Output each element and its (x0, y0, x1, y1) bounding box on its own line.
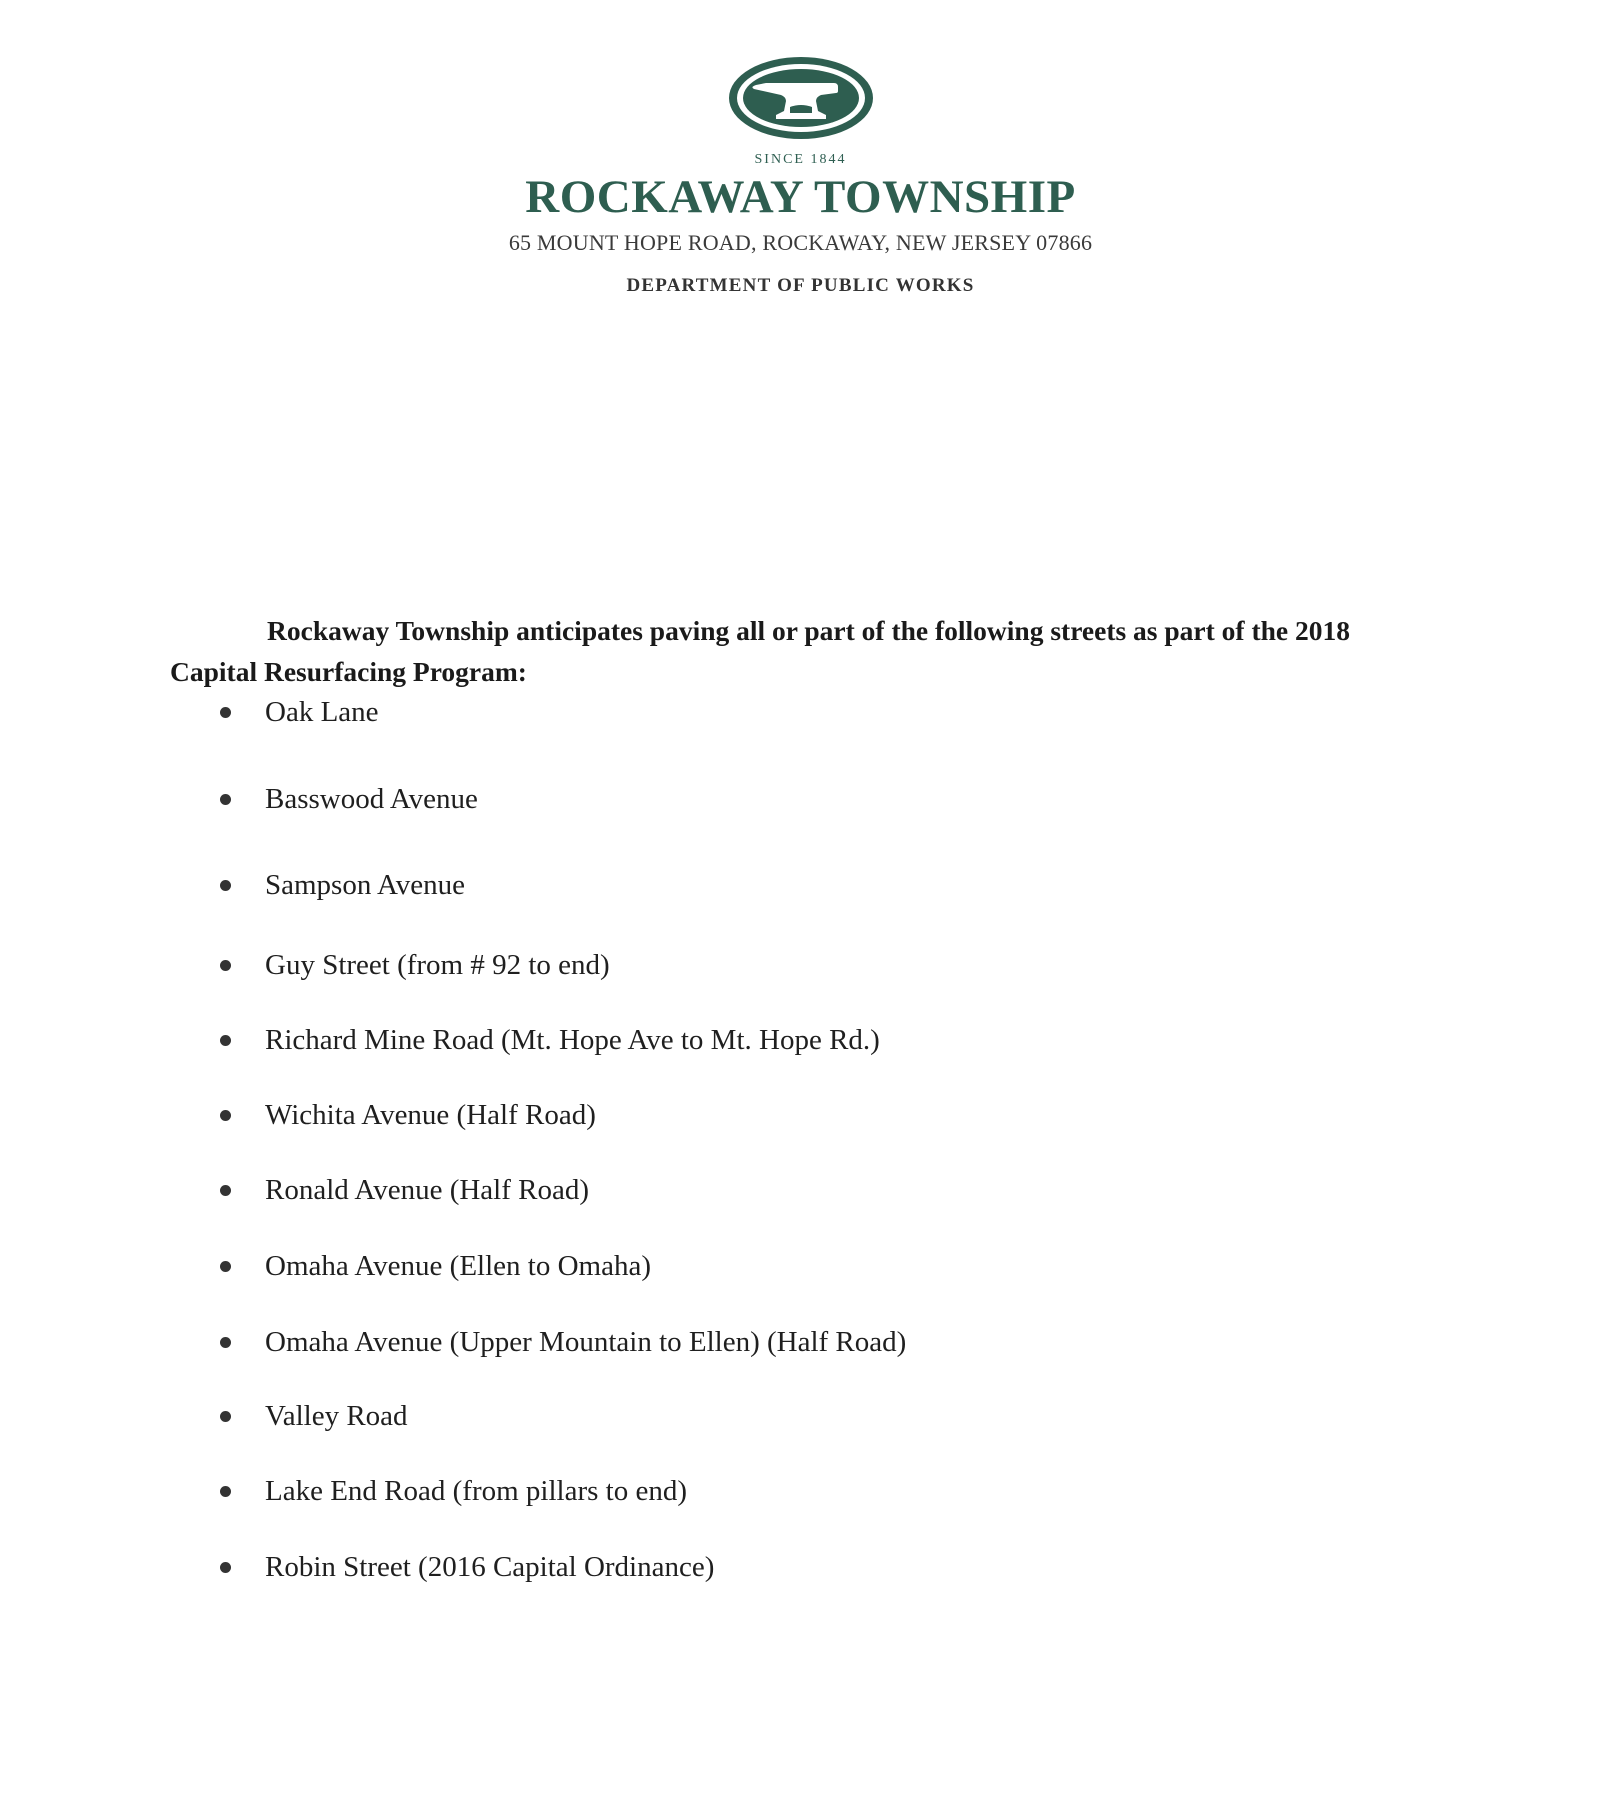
bullet-icon (220, 1261, 231, 1272)
bullet-icon (220, 1110, 231, 1121)
since-year: SINCE 1844 (754, 152, 847, 167)
street-list-item (0, 1248, 1200, 1284)
bullet-icon (220, 1486, 231, 1497)
bullet-icon (220, 1035, 231, 1046)
intro-paragraph: Rockaway Township anticipates paving all or part of the following streets as part of the 2018 Capital Resurfacing Program: (170, 614, 1350, 687)
street-name: Omaha Avenue (Ellen to Omaha) (265, 1250, 651, 1282)
bullet-icon (220, 1185, 231, 1196)
street-list-item (0, 1398, 1200, 1434)
organization-name: ROCKAWAY TOWNSHIP (525, 171, 1076, 223)
street-name: Robin Street (2016 Capital Ordinance) (265, 1551, 715, 1583)
organization-address: 65 MOUNT HOPE ROAD, ROCKAWAY, NEW JERSEY 07866 (508, 230, 1093, 255)
street-name: Lake End Road (from pillars to end) (265, 1475, 687, 1507)
street-list-item (0, 694, 1200, 730)
street-name: Richard Mine Road (Mt. Hope Ave to Mt. Hope Rd.) (265, 1024, 880, 1056)
street-list-item (0, 867, 1200, 903)
street-list-item (0, 781, 1200, 817)
bullet-icon (220, 1337, 231, 1348)
street-list-item (0, 947, 1200, 983)
department-name: DEPARTMENT OF PUBLIC WORKS (626, 275, 975, 296)
street-list-item (0, 1172, 1200, 1208)
bullet-icon (220, 880, 231, 891)
street-list-item (0, 1022, 1200, 1058)
street-name: Valley Road (265, 1400, 408, 1432)
street-list-item (0, 1097, 1200, 1133)
street-name: Wichita Avenue (Half Road) (265, 1099, 596, 1131)
street-name: Ronald Avenue (Half Road) (265, 1174, 590, 1206)
anvil-icon (726, 55, 876, 141)
bullet-icon (220, 1562, 231, 1573)
bullet-icon (220, 794, 231, 805)
street-list-item (0, 1324, 1200, 1360)
bullet-icon (220, 707, 231, 718)
street-list-item (0, 1549, 1200, 1585)
street-name: Guy Street (from # 92 to end) (265, 949, 610, 981)
street-name: Sampson Avenue (265, 869, 466, 901)
street-name: Omaha Avenue (Upper Mountain to Ellen) (Half Road) (265, 1326, 907, 1358)
bullet-icon (220, 960, 231, 971)
bullet-icon (220, 1411, 231, 1422)
street-name: Basswood Avenue (265, 783, 478, 815)
township-seal-logo (726, 55, 876, 141)
street-name: Oak Lane (265, 696, 379, 728)
street-list-item (0, 1473, 1200, 1509)
